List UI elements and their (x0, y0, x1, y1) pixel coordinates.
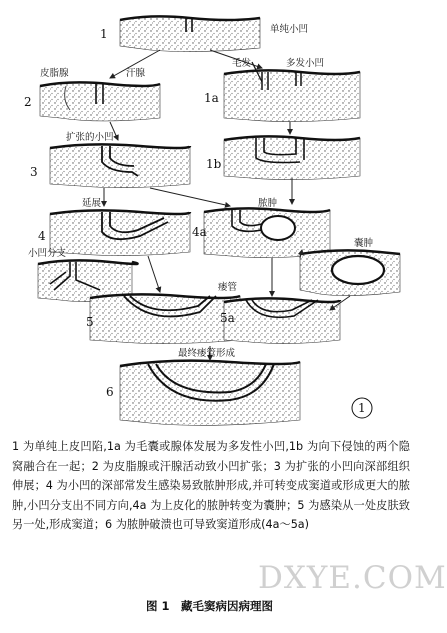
label-sweat: 汗腺 (126, 68, 146, 79)
cyst-skin (300, 250, 400, 295)
label-dilated-pit: 扩张的小凹 (66, 132, 114, 143)
label-hair: 毛发 (232, 58, 252, 69)
label-pit-branch: 小凹分支 (28, 248, 67, 259)
watermark: DXYE.COM (258, 560, 447, 596)
figure-title: 图 1 藏毛窦病因病理图 (145, 599, 273, 613)
stage-num-5a: 5a (220, 311, 235, 325)
label-abscess: 脓肿 (258, 198, 278, 209)
stage-num-3: 3 (30, 165, 38, 179)
stage-num-1a: 1a (204, 91, 219, 105)
stage-2-skin (40, 82, 160, 121)
corner-badge: 1 (358, 401, 366, 415)
stage-6-skin (120, 361, 300, 426)
label-multi-pit: 多发小凹 (286, 58, 325, 69)
stage-3-skin (50, 144, 190, 187)
label-final-sinus: 最终瘘管形成 (178, 348, 236, 359)
label-simple-pit: 单纯小凹 (270, 24, 309, 35)
stage-4a-skin (204, 208, 330, 257)
stage-num-1b: 1b (206, 157, 222, 171)
stage-num-4: 4 (38, 229, 46, 243)
stage-1a-skin (224, 62, 360, 122)
stage-num-5: 5 (86, 315, 94, 329)
label-extend: 延展 (82, 198, 102, 209)
label-sinus: 瘘管 (218, 282, 238, 293)
stage-4-skin (50, 210, 190, 255)
stage-1-skin (120, 16, 260, 51)
figure-caption: 1 为单纯上皮凹陷,1a 为毛囊或腺体发展为多发性小凹,1b 为向下侵蚀的两个隐窝融合在一起；2 为皮脂腺或汗腺活动致小凹扩张；3 为扩张的小凹向深部组织伸展；4 为小凹的深部常发生感染易致脓肿形成,并可转变成窦道或形成更大的脓肿,小凹分支出不同方向,4a 为上皮化的脓肿转变为囊肿；5 为感染从一处皮肤致另一处,形成窦道；6 为脓肿破溃也可导致窦道形成(4a～5a) (12, 440, 410, 532)
label-cyst: 囊肿 (354, 238, 374, 249)
stage-1b-skin (224, 136, 360, 179)
stage-5a-skin (224, 298, 340, 343)
stage-num-1: 1 (100, 27, 108, 41)
stage-num-2: 2 (24, 95, 32, 109)
label-sebaceous: 皮脂腺 (40, 68, 69, 79)
stage-num-4a: 4a (192, 225, 207, 239)
stage-5-skin (90, 294, 240, 343)
stage-num-6: 6 (106, 385, 114, 399)
